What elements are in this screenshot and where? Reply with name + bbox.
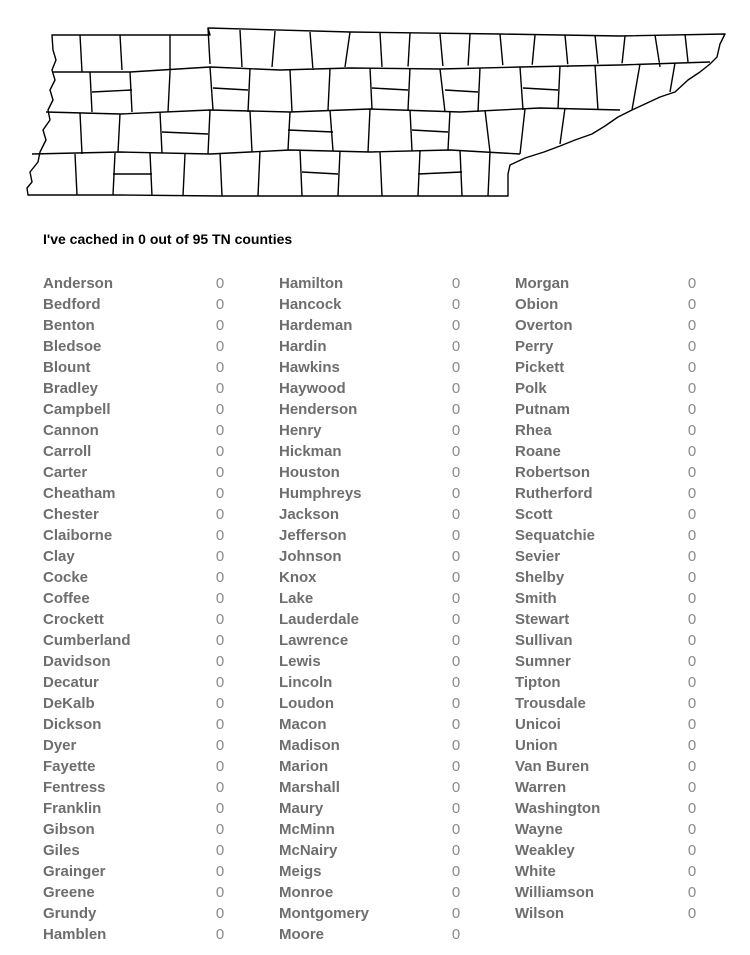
county-cache-count: 0 [687, 821, 697, 838]
county-name: Chester [43, 506, 99, 523]
county-cache-count: 0 [215, 275, 225, 292]
county-name: Sumner [515, 653, 571, 670]
county-row [279, 588, 469, 609]
county-name: Morgan [515, 275, 570, 292]
county-name: Clay [43, 548, 75, 565]
county-cache-count: 0 [687, 296, 697, 313]
county-cache-count: 0 [687, 758, 697, 775]
county-row [43, 735, 233, 756]
county-cache-count: 0 [687, 653, 697, 670]
county-cache-count: 0 [451, 863, 461, 880]
county-row [279, 462, 469, 483]
county-cache-count: 0 [215, 884, 225, 901]
county-row [279, 861, 469, 882]
county-cache-count: 0 [215, 695, 225, 712]
county-cache-count: 0 [451, 611, 461, 628]
county-cache-count: 0 [451, 653, 461, 670]
county-cache-count: 0 [451, 296, 461, 313]
county-row [43, 714, 233, 735]
county-row [43, 420, 233, 441]
county-cache-count: 0 [215, 758, 225, 775]
county-name: Smith [515, 590, 557, 607]
county-row [515, 777, 705, 798]
county-cache-count: 0 [687, 842, 697, 859]
county-name: Houston [279, 464, 340, 481]
county-row [515, 420, 705, 441]
county-row [279, 630, 469, 651]
county-row [515, 357, 705, 378]
county-name: Madison [279, 737, 340, 754]
cached-summary-heading: I've cached in 0 out of 95 TN counties [43, 231, 293, 247]
county-row [279, 294, 469, 315]
county-cache-count: 0 [687, 569, 697, 586]
county-cache-count: 0 [451, 590, 461, 607]
county-row [515, 567, 705, 588]
county-name: Grundy [43, 905, 97, 922]
county-row [515, 756, 705, 777]
county-row [279, 714, 469, 735]
county-cache-count: 0 [215, 863, 225, 880]
county-row [43, 273, 233, 294]
county-cache-count: 0 [451, 674, 461, 691]
county-row [43, 567, 233, 588]
county-row [515, 819, 705, 840]
tn-county-map [20, 22, 730, 202]
county-name: Perry [515, 338, 554, 355]
county-name: Bradley [43, 380, 99, 397]
county-row [279, 399, 469, 420]
county-name: Shelby [515, 569, 565, 586]
county-name: Wilson [515, 905, 565, 922]
county-row [43, 609, 233, 630]
county-name: Humphreys [279, 485, 362, 502]
county-row [43, 756, 233, 777]
county-name: Jefferson [279, 527, 347, 544]
county-row [43, 378, 233, 399]
county-cache-count: 0 [687, 485, 697, 502]
county-name: Hardin [279, 338, 327, 355]
county-row [515, 378, 705, 399]
county-name: Benton [43, 317, 95, 334]
county-cache-count: 0 [215, 548, 225, 565]
county-row [279, 798, 469, 819]
county-name: Pickett [515, 359, 565, 376]
county-row [515, 546, 705, 567]
county-row [279, 357, 469, 378]
county-name: Warren [515, 779, 567, 796]
county-row [43, 798, 233, 819]
county-row [515, 903, 705, 924]
county-name: Lake [279, 590, 314, 607]
county-cache-count: 0 [451, 464, 461, 481]
county-cache-count: 0 [215, 653, 225, 670]
county-name: Rhea [515, 422, 552, 439]
county-name: Unicoi [515, 716, 561, 733]
county-row [515, 651, 705, 672]
county-cache-count: 0 [687, 737, 697, 754]
county-cache-count: 0 [687, 884, 697, 901]
county-cache-count: 0 [215, 842, 225, 859]
county-column-3 [515, 273, 705, 924]
county-row [43, 588, 233, 609]
county-cache-count: 0 [451, 506, 461, 523]
county-name: Gibson [43, 821, 95, 838]
county-cache-count: 0 [215, 737, 225, 754]
county-name: Trousdale [515, 695, 586, 712]
county-name: Campbell [43, 401, 111, 418]
county-cache-count: 0 [451, 422, 461, 439]
county-name: Grainger [43, 863, 106, 880]
county-column-2 [279, 273, 469, 945]
county-name: Coffee [43, 590, 90, 607]
county-row [279, 672, 469, 693]
county-cache-count: 0 [687, 422, 697, 439]
county-name: Jackson [279, 506, 340, 523]
county-row [279, 483, 469, 504]
county-row [43, 462, 233, 483]
county-cache-count: 0 [451, 317, 461, 334]
county-name: McNairy [279, 842, 338, 859]
county-row [279, 567, 469, 588]
county-name: Cheatham [43, 485, 116, 502]
county-row [43, 693, 233, 714]
county-row [279, 693, 469, 714]
county-name: Knox [279, 569, 317, 586]
county-row [43, 357, 233, 378]
county-name: Haywood [279, 380, 346, 397]
county-name: Van Buren [515, 758, 590, 775]
county-name: Sequatchie [515, 527, 596, 544]
county-name: Lincoln [279, 674, 333, 691]
county-name: Sevier [515, 548, 561, 565]
county-name: Sullivan [515, 632, 573, 649]
county-row [279, 840, 469, 861]
county-row [515, 798, 705, 819]
county-row [515, 714, 705, 735]
county-cache-count: 0 [687, 590, 697, 607]
county-cache-count: 0 [451, 758, 461, 775]
county-name: Hawkins [279, 359, 340, 376]
county-cache-count: 0 [687, 674, 697, 691]
county-row [515, 483, 705, 504]
county-name: Franklin [43, 800, 102, 817]
county-cache-count: 0 [215, 779, 225, 796]
county-row [515, 861, 705, 882]
county-cache-count: 0 [451, 905, 461, 922]
county-cache-count: 0 [687, 548, 697, 565]
county-cache-count: 0 [215, 380, 225, 397]
county-cache-count: 0 [215, 443, 225, 460]
county-row [43, 504, 233, 525]
county-row [279, 609, 469, 630]
county-cache-count: 0 [687, 359, 697, 376]
county-cache-count: 0 [451, 380, 461, 397]
county-name: Monroe [279, 884, 334, 901]
county-cache-count: 0 [451, 632, 461, 649]
county-cache-count: 0 [687, 905, 697, 922]
county-name: Hardeman [279, 317, 353, 334]
county-row [515, 630, 705, 651]
county-cache-count: 0 [215, 338, 225, 355]
county-name: Meigs [279, 863, 322, 880]
county-cache-count: 0 [215, 905, 225, 922]
county-name: Dickson [43, 716, 102, 733]
county-name: Montgomery [279, 905, 369, 922]
county-cache-count: 0 [687, 275, 697, 292]
county-row [279, 546, 469, 567]
county-row [279, 777, 469, 798]
county-row [279, 924, 469, 945]
county-cache-count: 0 [451, 485, 461, 502]
county-name: Bedford [43, 296, 101, 313]
county-cache-count: 0 [215, 674, 225, 691]
county-row [43, 294, 233, 315]
county-name: Overton [515, 317, 573, 334]
county-name: Hancock [279, 296, 342, 313]
county-name: Carroll [43, 443, 92, 460]
county-row [43, 819, 233, 840]
county-cache-count: 0 [687, 401, 697, 418]
county-cache-count: 0 [215, 569, 225, 586]
county-cache-count: 0 [451, 842, 461, 859]
county-cache-count: 0 [451, 716, 461, 733]
county-cache-count: 0 [687, 716, 697, 733]
county-row [43, 525, 233, 546]
county-cache-count: 0 [215, 800, 225, 817]
county-column-1 [43, 273, 233, 945]
county-cache-count: 0 [687, 380, 697, 397]
county-cache-count: 0 [687, 632, 697, 649]
county-name: DeKalb [43, 695, 95, 712]
county-cache-count: 0 [451, 821, 461, 838]
county-name: Greene [43, 884, 95, 901]
county-row [515, 399, 705, 420]
county-row [515, 336, 705, 357]
county-row [279, 882, 469, 903]
county-cache-count: 0 [451, 527, 461, 544]
county-row [279, 903, 469, 924]
county-row [279, 420, 469, 441]
county-cache-count: 0 [215, 359, 225, 376]
county-row [279, 336, 469, 357]
county-name: Crockett [43, 611, 104, 628]
county-cache-count: 0 [215, 401, 225, 418]
county-row [279, 315, 469, 336]
county-row [43, 672, 233, 693]
county-name: Lawrence [279, 632, 349, 649]
county-name: Roane [515, 443, 561, 460]
county-row [515, 735, 705, 756]
county-cache-count: 0 [687, 443, 697, 460]
county-name: Davidson [43, 653, 111, 670]
county-name: Cumberland [43, 632, 131, 649]
county-cache-count: 0 [687, 527, 697, 544]
county-cache-count: 0 [215, 926, 225, 943]
county-name: Robertson [515, 464, 590, 481]
county-row [43, 777, 233, 798]
county-name: Blount [43, 359, 91, 376]
county-row [279, 735, 469, 756]
county-row [515, 840, 705, 861]
county-name: Rutherford [515, 485, 593, 502]
county-row [279, 441, 469, 462]
county-name: Hamilton [279, 275, 344, 292]
county-cache-count: 0 [687, 464, 697, 481]
county-cache-count: 0 [451, 401, 461, 418]
county-row [43, 483, 233, 504]
county-cache-count: 0 [215, 527, 225, 544]
county-cache-count: 0 [687, 800, 697, 817]
county-row [43, 903, 233, 924]
county-name: Tipton [515, 674, 561, 691]
county-row [279, 525, 469, 546]
county-cache-count: 0 [451, 275, 461, 292]
county-row [515, 294, 705, 315]
county-name: Bledsoe [43, 338, 102, 355]
county-row [43, 882, 233, 903]
county-name: Cocke [43, 569, 89, 586]
county-name: Marshall [279, 779, 340, 796]
county-name: Henderson [279, 401, 358, 418]
county-cache-count: 0 [215, 464, 225, 481]
county-cache-count: 0 [451, 737, 461, 754]
county-name: Marion [279, 758, 329, 775]
county-row [279, 504, 469, 525]
county-cache-count: 0 [215, 317, 225, 334]
county-name: Maury [279, 800, 324, 817]
county-row [43, 840, 233, 861]
county-row [515, 609, 705, 630]
county-row [279, 756, 469, 777]
county-row [515, 882, 705, 903]
county-row [43, 546, 233, 567]
county-name: Obion [515, 296, 559, 313]
county-name: Moore [279, 926, 324, 943]
county-cache-count: 0 [687, 317, 697, 334]
county-name: Polk [515, 380, 547, 397]
county-cache-count: 0 [687, 863, 697, 880]
county-cache-count: 0 [215, 590, 225, 607]
county-row [279, 378, 469, 399]
county-name: Macon [279, 716, 327, 733]
county-row [515, 588, 705, 609]
county-cache-count: 0 [451, 695, 461, 712]
county-cache-count: 0 [451, 443, 461, 460]
county-row [515, 462, 705, 483]
county-cache-count: 0 [451, 884, 461, 901]
county-name: Carter [43, 464, 88, 481]
tn-county-map-svg [20, 22, 730, 202]
county-row [43, 399, 233, 420]
county-cache-count: 0 [215, 506, 225, 523]
county-cache-count: 0 [687, 338, 697, 355]
county-cache-count: 0 [687, 695, 697, 712]
county-name: Hamblen [43, 926, 107, 943]
county-row [43, 861, 233, 882]
county-cache-count: 0 [451, 779, 461, 796]
county-row [43, 924, 233, 945]
county-name: Fentress [43, 779, 106, 796]
county-row [279, 819, 469, 840]
county-name: Henry [279, 422, 322, 439]
county-name: Williamson [515, 884, 595, 901]
county-name: Johnson [279, 548, 342, 565]
county-row [43, 630, 233, 651]
county-name: Anderson [43, 275, 114, 292]
county-row [515, 525, 705, 546]
county-name: Claiborne [43, 527, 113, 544]
county-name: White [515, 863, 556, 880]
county-name: Fayette [43, 758, 96, 775]
county-cache-count: 0 [687, 779, 697, 796]
county-cache-count: 0 [215, 821, 225, 838]
county-cache-count: 0 [451, 926, 461, 943]
county-cache-count: 0 [451, 359, 461, 376]
county-cache-count: 0 [451, 800, 461, 817]
county-cache-count: 0 [215, 716, 225, 733]
county-name: Hickman [279, 443, 342, 460]
county-name: Cannon [43, 422, 99, 439]
county-cache-count: 0 [451, 569, 461, 586]
county-row [43, 651, 233, 672]
county-row [515, 693, 705, 714]
county-name: Loudon [279, 695, 334, 712]
county-name: Dyer [43, 737, 77, 754]
county-cache-count: 0 [451, 548, 461, 565]
county-cache-count: 0 [451, 338, 461, 355]
county-row [43, 336, 233, 357]
county-name: Scott [515, 506, 553, 523]
county-name: Putnam [515, 401, 571, 418]
county-cache-count: 0 [687, 506, 697, 523]
county-name: Weakley [515, 842, 575, 859]
county-row [43, 315, 233, 336]
county-row [515, 672, 705, 693]
county-cache-count: 0 [215, 422, 225, 439]
county-cache-count: 0 [687, 611, 697, 628]
county-row [515, 273, 705, 294]
county-row [515, 441, 705, 462]
county-row [515, 504, 705, 525]
county-name: Lewis [279, 653, 321, 670]
county-name: Washington [515, 800, 601, 817]
county-row [43, 441, 233, 462]
county-name: Wayne [515, 821, 563, 838]
county-name: McMinn [279, 821, 335, 838]
county-cache-count: 0 [215, 296, 225, 313]
county-cache-count: 0 [215, 485, 225, 502]
county-row [279, 273, 469, 294]
county-name: Giles [43, 842, 80, 859]
county-cache-count: 0 [215, 611, 225, 628]
county-row [515, 315, 705, 336]
county-row [279, 651, 469, 672]
county-name: Stewart [515, 611, 570, 628]
county-cache-count: 0 [215, 632, 225, 649]
county-name: Union [515, 737, 558, 754]
county-name: Lauderdale [279, 611, 360, 628]
county-name: Decatur [43, 674, 99, 691]
